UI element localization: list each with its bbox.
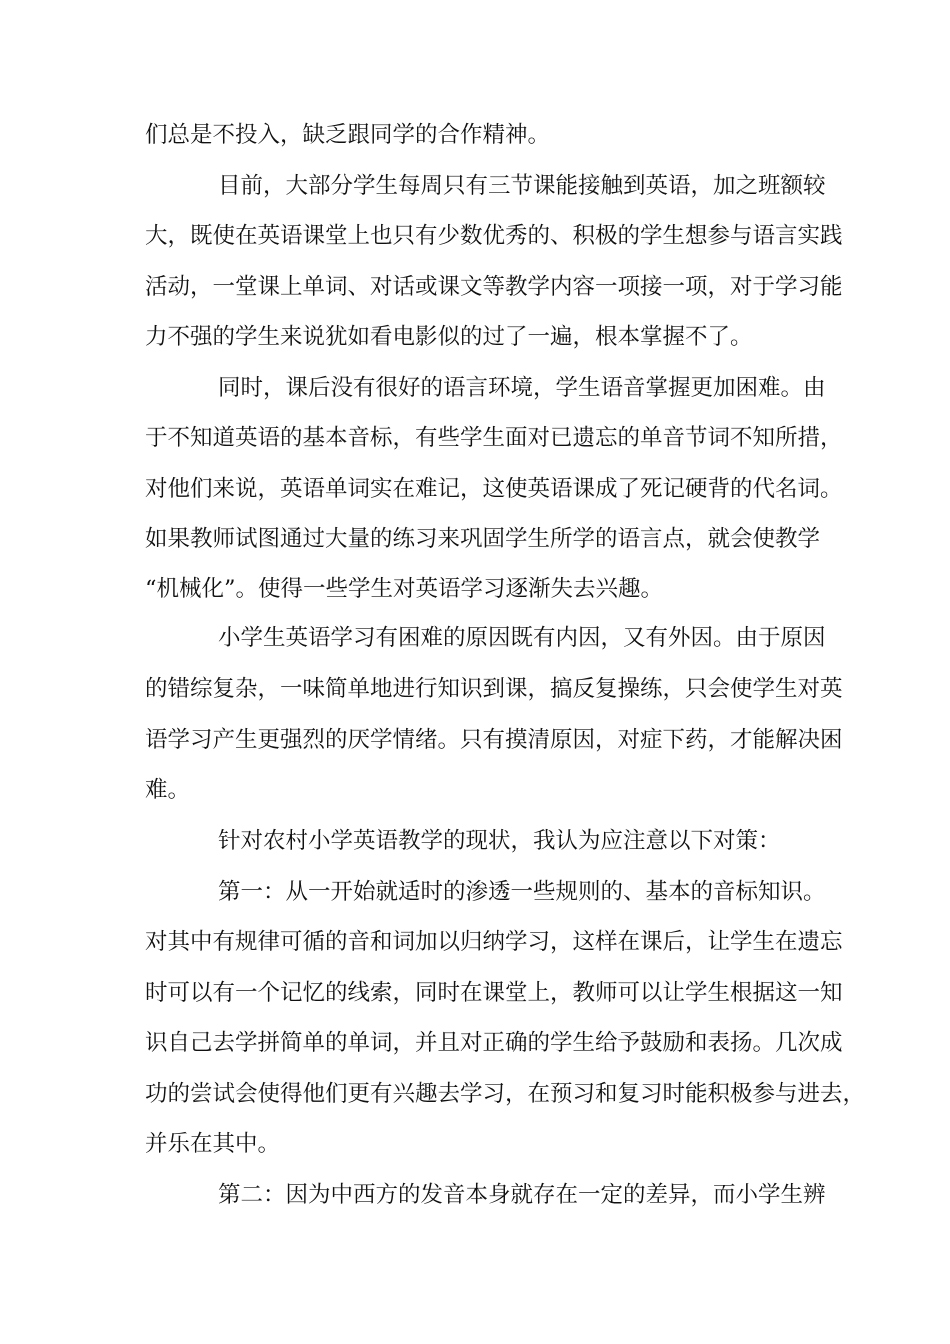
text-line: 并乐在其中。 xyxy=(145,1131,281,1157)
paragraph-first-line: 第一：从一开始就适时的渗透一些规则的、基本的音标知识。 xyxy=(218,879,826,905)
text-line: 时可以有一个记忆的线索，同时在课堂上，教师可以让学生根据这一知 xyxy=(145,980,843,1006)
text-line: 的错综复杂，一味简单地进行知识到课，搞反复操练，只会使学生对英 xyxy=(145,676,843,702)
paragraph-first-line: 第二：因为中西方的发音本身就存在一定的差异，而小学生辨 xyxy=(218,1182,826,1208)
text-line: 难。 xyxy=(145,777,191,803)
text-line: 对其中有规律可循的音和词加以归纳学习，这样在课后，让学生在遗忘 xyxy=(145,929,843,955)
text-line: 对他们来说，英语单词实在难记，这使英语课成了死记硬背的代名词。 xyxy=(145,476,843,502)
paragraph-first-line: 目前，大部分学生每周只有三节课能接触到英语，加之班额较 xyxy=(218,173,826,199)
text-line: 活动，一堂课上单词、对话或课文等教学内容一项接一项，对于学习能 xyxy=(145,274,843,300)
text-line: 们总是不投入，缺乏跟同学的合作精神。 xyxy=(145,122,551,148)
text-line: 大，既使在英语课堂上也只有少数优秀的、积极的学生想参与语言实践 xyxy=(145,223,843,249)
text-line: 力不强的学生来说犹如看电影似的过了一遍，根本掌握不了。 xyxy=(145,324,753,350)
paragraph-first-line: 同时，课后没有很好的语言环境，学生语音掌握更加困难。由 xyxy=(218,375,826,401)
paragraph-first-line: 针对农村小学英语教学的现状，我认为应注意以下对策： xyxy=(218,828,781,854)
text-line: 于不知道英语的基本音标，有些学生面对已遗忘的单音节词不知所措， xyxy=(145,425,843,451)
text-line: 语学习产生更强烈的厌学情绪。只有摸清原因，对症下药，才能解决困 xyxy=(145,727,843,753)
text-line: 功的尝试会使得他们更有兴趣去学习，在预习和复习时能积极参与进去， xyxy=(145,1081,866,1107)
text-line: 如果教师试图通过大量的练习来巩固学生所学的语言点，就会使教学 xyxy=(145,526,821,552)
text-line: “机械化”。使得一些学生对英语学习逐渐失去兴趣。 xyxy=(145,576,664,602)
paragraph-first-line: 小学生英语学习有困难的原因既有内因，又有外因。由于原因 xyxy=(218,625,826,651)
text-line: 识自己去学拼简单的单词，并且对正确的学生给予鼓励和表扬。几次成 xyxy=(145,1030,843,1056)
